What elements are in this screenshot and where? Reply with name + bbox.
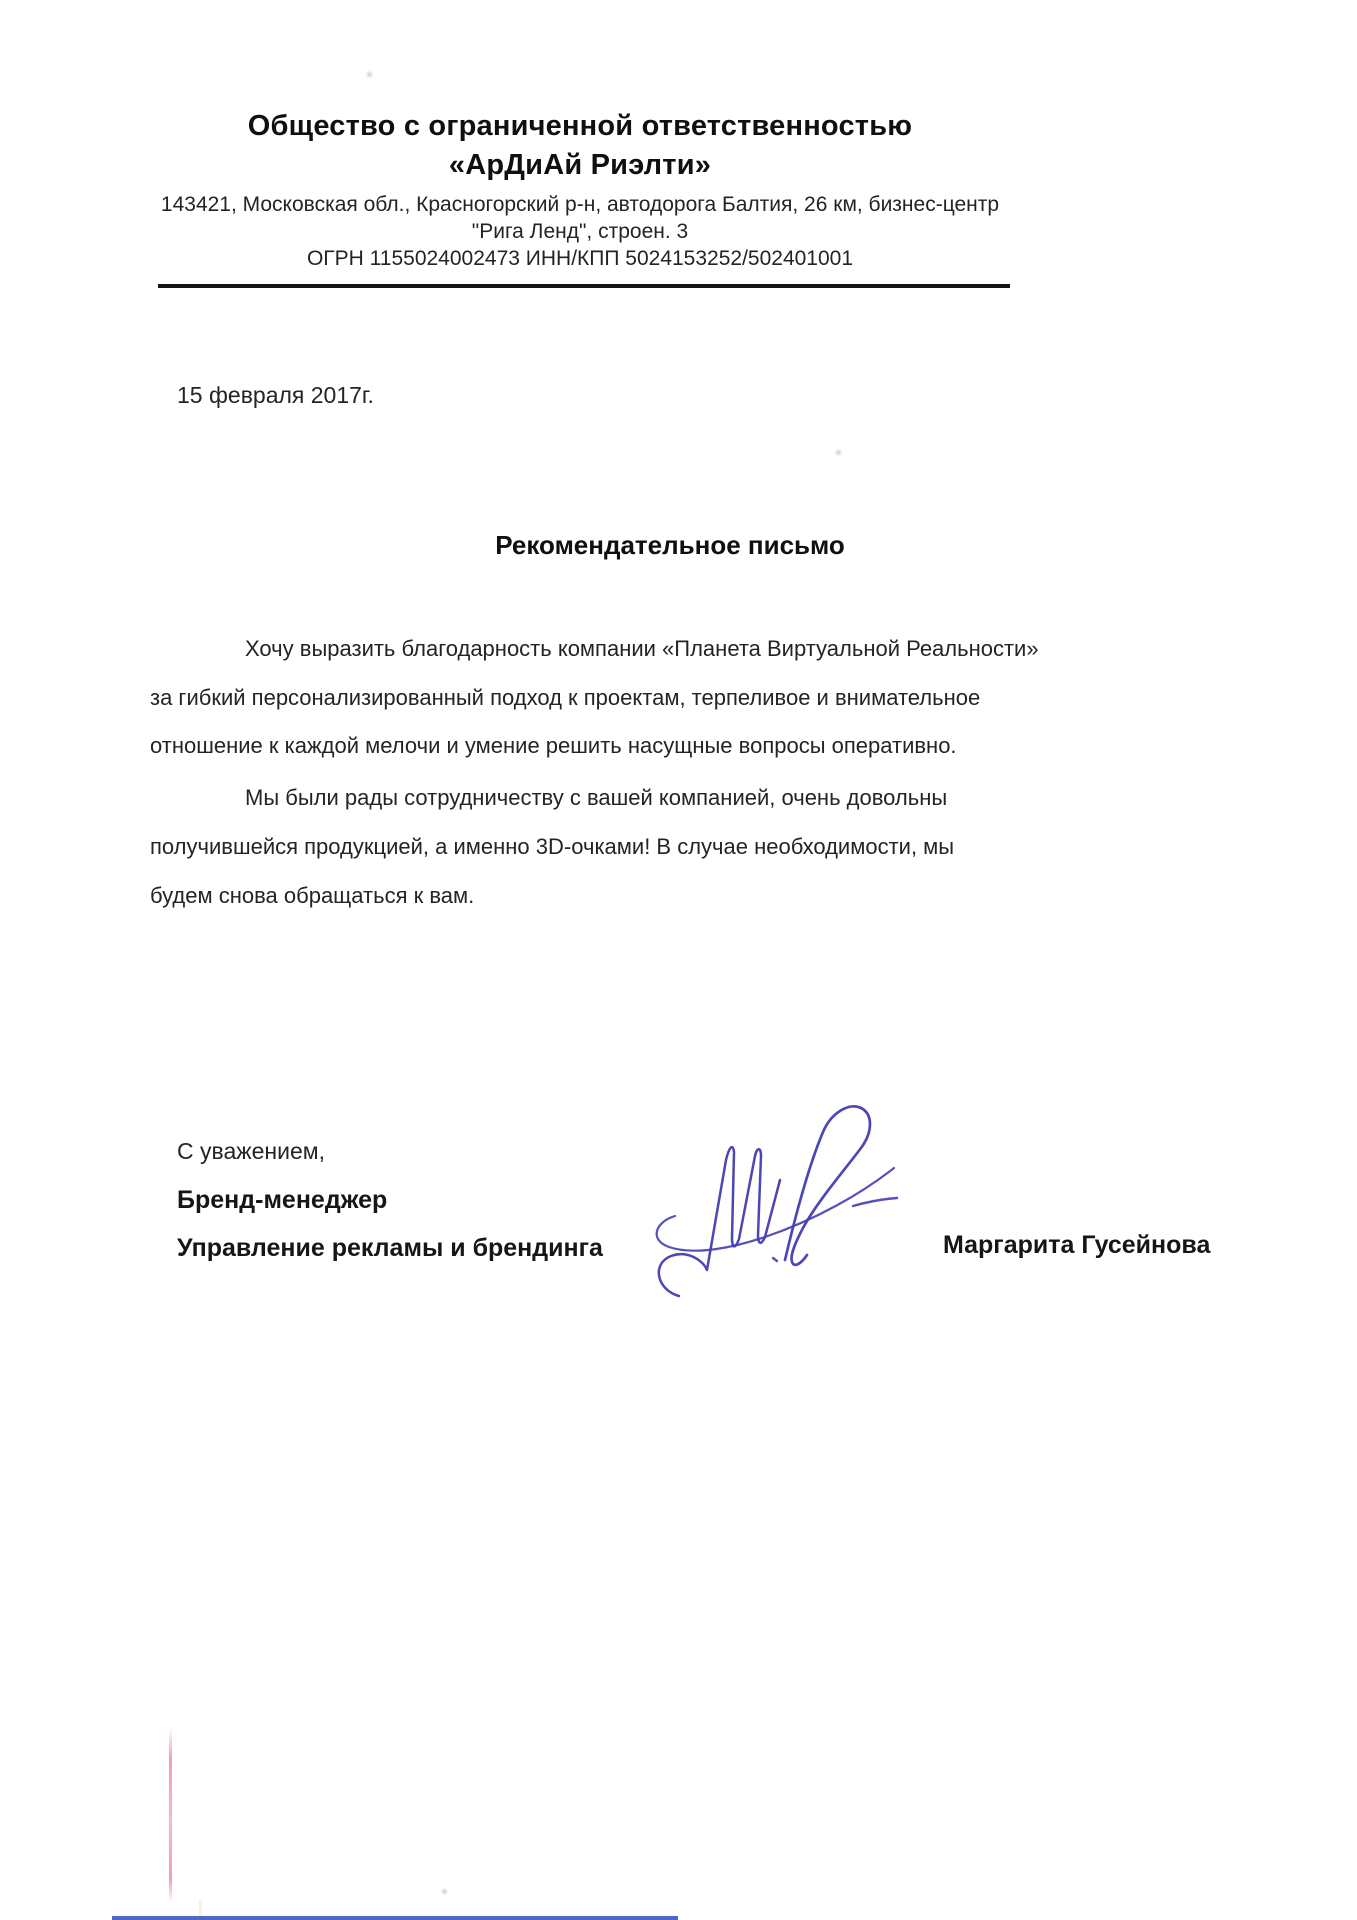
paragraph-2-line-2: получившейся продукцией, а именно 3D-очками! В случае необходимости, мы xyxy=(150,834,955,859)
org-type-line: Общество с ограниченной ответственностью xyxy=(247,110,913,142)
signer-department: Управление рекламы и брендинга xyxy=(177,1234,603,1262)
paragraph-1-line-3: отношение к каждой мелочи и умение решить насущные вопросы оперативно. xyxy=(150,733,957,758)
signer-name: Маргарита Гусейнова xyxy=(943,1231,1211,1259)
signature-closing: С уважением, xyxy=(177,1138,325,1164)
paragraph-2-line-3: будем снова обращаться к вам. xyxy=(150,883,475,908)
handwritten-signature xyxy=(645,1098,903,1303)
letterhead xyxy=(150,110,1010,271)
paragraph-2-line-1: Мы были рады сотрудничеству с вашей компанией, очень довольны xyxy=(245,785,948,810)
letter-date: 15 февраля 2017г. xyxy=(177,382,374,408)
org-registration-line: ОГРН 1155024002473 ИНН/КПП 5024153252/502401001 xyxy=(306,247,854,270)
letterhead-divider-rule xyxy=(158,284,1010,288)
scan-speck-middle xyxy=(836,450,841,455)
letter-title: Рекомендательное письмо xyxy=(495,530,845,560)
org-address-line-2: "Рига Ленд", строен. 3 xyxy=(471,220,689,243)
signer-job-title: Бренд-менеджер xyxy=(177,1186,388,1214)
org-name-line: «АрДиАй Риэлти» xyxy=(448,149,712,181)
scan-artifact-bottom-blue-line xyxy=(112,1916,678,1920)
scan-artifact-pink-line xyxy=(169,1727,172,1900)
paragraph-1-line-1: Хочу выразить благодарность компании «Планета Виртуальной Реальности» xyxy=(245,636,1039,661)
scan-speck-top xyxy=(367,72,372,77)
paragraph-1-line-2: за гибкий персонализированный подход к проектам, терпеливое и внимательное xyxy=(150,685,981,710)
scan-speck-bottom xyxy=(442,1889,447,1894)
org-address-line-1: 143421, Московская обл., Красногорский р-н, автодорога Балтия, 26 км, бизнес-центр xyxy=(160,193,1000,216)
